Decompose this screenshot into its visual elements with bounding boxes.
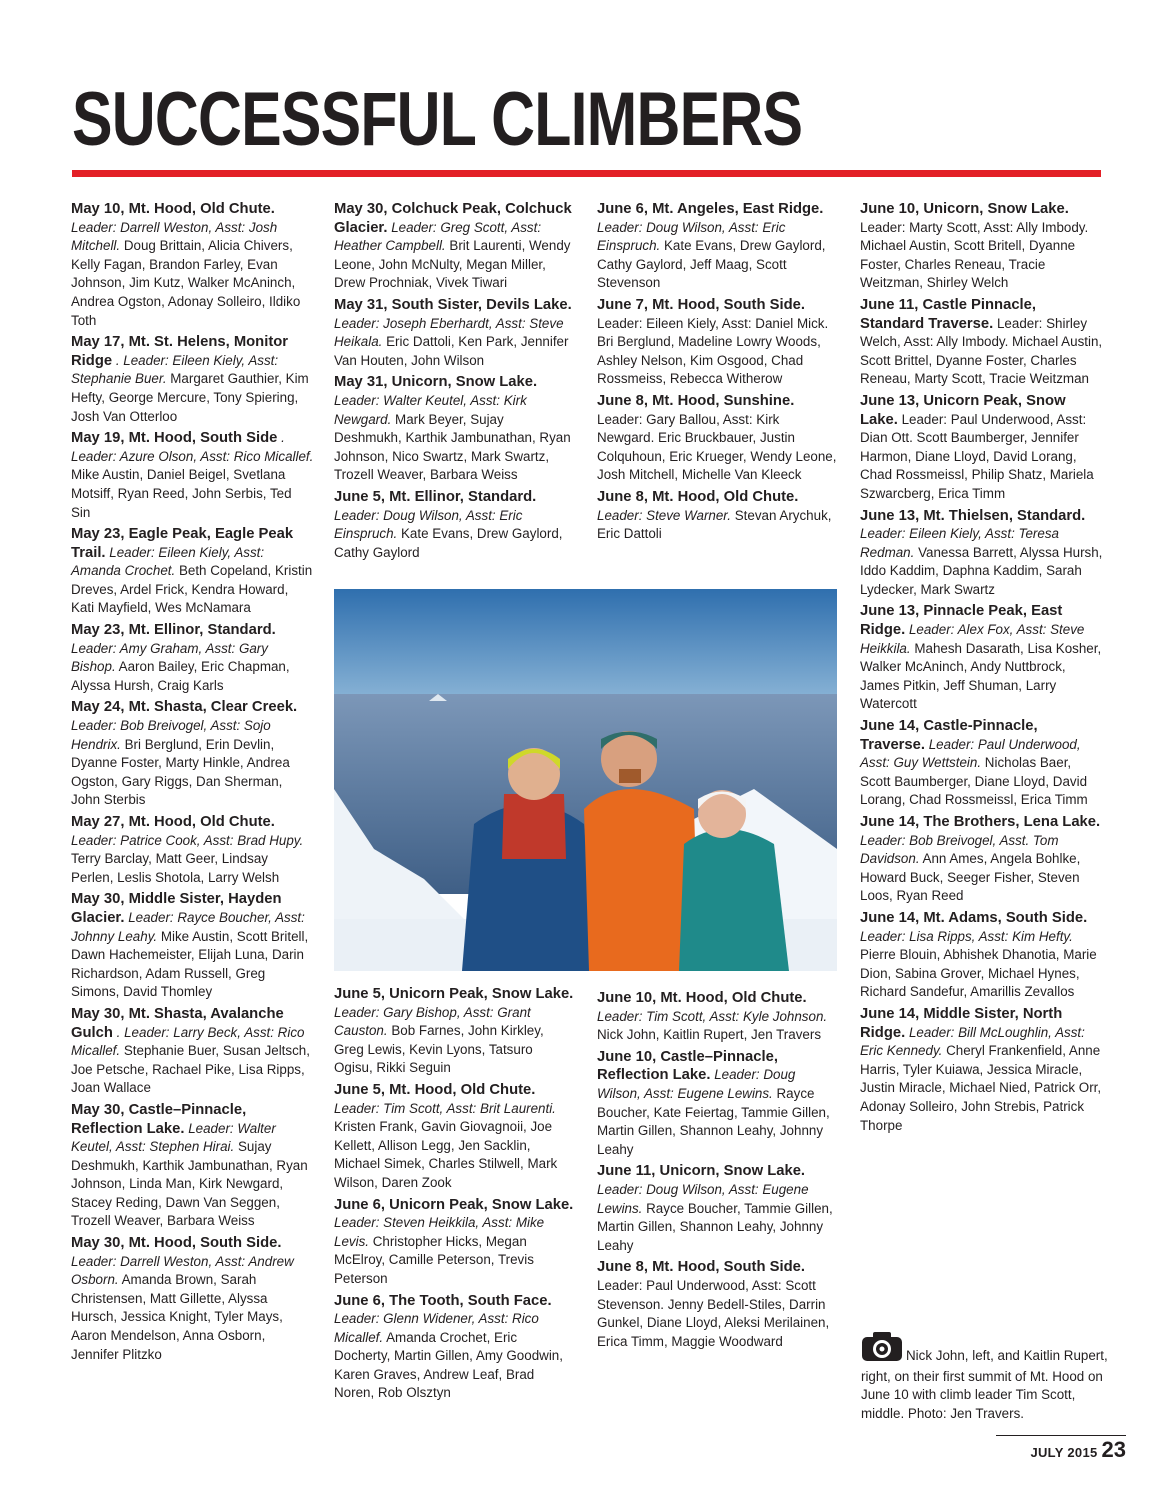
trip-members: Nick John, Kaitlin Rupert, Jen Travers [597, 1027, 822, 1043]
trip-members: Ann Ames, Angela Bohlke, Howard Buck, Seeger Fisher, Steven Loos, Ryan Reed [860, 851, 1081, 904]
trip-members: Sujay Deshmukh, Karthik Jambunathan, Ryan Johnson, Linda Man, Kirk Newgard, Stacey Reding, Dawn Van Seggen, Trozell Weaver, Barbara Weiss [71, 1139, 308, 1229]
trip-title: June 14, Castle-Pinnacle, Traverse. [860, 718, 1038, 753]
trip-title: May 27, Mt. Hood, Old Chute. [71, 814, 275, 830]
trip-leader: Leader: Doug Wilson, Asst: Eric Einspruch. [597, 219, 786, 254]
trip-members: Bri Berglund, Erin Devlin, Dyanne Foster, Marty Hinkle, Andrea Ogston, Gary Riggs, Dan Sherman, John Sterbis [71, 736, 290, 808]
column-3-lower [597, 989, 837, 1354]
trip-title: June 11, Castle Pinnacle, Standard Traverse. [860, 296, 1037, 332]
trip-title: June 14, Mt. Adams, South Side. [860, 909, 1088, 926]
trip-leader: Leader: Bill McLoughlin, Asst: Eric Kennedy. [860, 1024, 1085, 1059]
trip-entry [860, 296, 1103, 389]
trip-entry [860, 813, 1103, 906]
trip-title: June 7, Mt. Hood, South Side. [597, 296, 805, 313]
trip-title: June 11, Unicorn, Snow Lake. [597, 1163, 806, 1180]
page-number: 23 [1101, 1437, 1126, 1462]
trip-entry [860, 392, 1103, 504]
trip-title: June 5, Mt. Hood, Old Chute. [334, 1081, 536, 1098]
column-3 [597, 200, 837, 547]
trip-title: June 10, Mt. Hood, Old Chute. [597, 990, 807, 1006]
trip-entry [334, 488, 574, 562]
trip-leader: Leader: Tim Scott, Asst: Kyle Johnson. [597, 1008, 828, 1024]
trip-entry [860, 200, 1103, 293]
trip-leader: Leader: Patrice Cook, Asst: Brad Hupy. [71, 832, 304, 848]
photo-caption [861, 1330, 1111, 1423]
trip-leader: Leader: Glenn Widener, Asst: Rico Micallef. [334, 1311, 539, 1345]
trip-members: Kristen Frank, Gavin Giovagnoii, Joe Kellett, Allison Legg, Jen Sacklin, Michael Simek, Charles Stilwell, Mark Wilson, Daren Zook [334, 1119, 558, 1190]
trip-entry [71, 333, 314, 426]
trip-title: June 13, Mt. Thielsen, Standard. [860, 507, 1086, 524]
trip-leader: Leader: Greg Scott, Asst: Heather Campbell. [334, 219, 542, 254]
trip-members: Mike Austin, Daniel Beigel, Svetlana Motsiff, Ryan Reed, John Serbis, Ted Sin [71, 467, 292, 520]
trip-members: Margaret Gauthier, Kim Hefty, George Mercure, Tony Spiering, Josh Van Otterloo [71, 371, 309, 424]
trip-leader: Leader: Amy Graham, Asst: Gary Bishop. [71, 640, 268, 675]
trip-members: Aaron Bailey, Eric Chapman, Alyssa Hursh, Craig Karls [71, 659, 290, 693]
trip-members: Rayce Boucher, Tammie Gillen, Martin Gillen, Shannon Leahy, Johnny Leahy [597, 1200, 833, 1253]
trip-members: Terry Barclay, Matt Geer, Lindsay Perlen, Leslis Shotola, Larry Welsh [71, 851, 280, 885]
trip-entry [597, 1048, 837, 1160]
trip-leader: Leader: Steven Heikkila, Asst: Mike Levis. [334, 1215, 545, 1249]
trip-leader: Leader: Steve Warner. [597, 507, 731, 523]
trip-entry [71, 890, 314, 1002]
trip-members: Leader: Paul Underwood, Asst: Dian Ott. Scott Baumberger, Jennifer Harmon, Diane Lloyd, David Lorang, Chad Rossmeissl, Philip Shatz, Mariela Szwarcberg, Erica Timm [860, 411, 1094, 501]
trip-entry [334, 200, 574, 293]
trip-members: Leader: Gary Ballou, Asst: Kirk Newgard. Eric Bruckbauer, Justin Colquhoun, Eric Krueger, Wendy Leone, Josh Mitchell, Michelle Van Kleeck [597, 411, 837, 483]
trip-members: Leader: Shirley Welch, Asst: Ally Imbody. Michael Austin, Scott Brittel, Dyanne Foster, Charles Reneau, Marty Scott, Tracie Weitzman [860, 315, 1103, 387]
trip-members: Vanessa Barrett, Alyssa Hursh, Iddo Kaddim, Daphna Kaddim, Sarah Lydecker, Mark Swartz [860, 544, 1103, 597]
trip-members: Amanda Crochet, Eric Docherty, Martin Gillen, Amy Goodwin, Karen Graves, Andrew Leaf, Brad Noren, Rob Olsztyn [334, 1329, 563, 1401]
trip-members: Beth Copeland, Kristin Dreves, Ardel Frick, Kendra Howard, Kati Mayfield, Wes McNamara [71, 563, 313, 616]
trip-title: June 8, Mt. Hood, South Side. [597, 1259, 805, 1276]
title-rule [72, 170, 1101, 177]
trip-leader: Leader: Tim Scott, Asst: Brit Laurenti. [334, 1100, 556, 1116]
trip-entry [334, 985, 574, 1078]
trip-entry [334, 1196, 574, 1289]
column-1 [71, 200, 314, 1367]
trip-entry [597, 392, 837, 485]
trip-title: June 5, Mt. Ellinor, Standard. [334, 488, 537, 505]
trip-entry [860, 507, 1103, 600]
trip-leader: Leader: Doug Wilson, Asst: Eugene Lewins. [597, 1181, 809, 1216]
trip-title: May 10, Mt. Hood, Old Chute. [71, 201, 275, 217]
trip-members: Stevan Arychuk, Eric Dattoli [597, 507, 832, 542]
trip-entry [860, 717, 1103, 810]
trip-title: May 31, Unicorn, Snow Lake. [334, 374, 538, 391]
trip-title: June 13, Unicorn Peak, Snow Lake. [860, 392, 1066, 428]
column-2 [334, 200, 574, 565]
trip-entry [334, 296, 574, 370]
trip-leader: Leader: Eileen Kiely, Asst: Amanda Crochet. [71, 544, 265, 579]
trip-title: May 31, South Sister, Devils Lake. [334, 296, 572, 313]
trip-entry [71, 1234, 314, 1364]
trip-entry [860, 909, 1103, 1002]
trip-title: June 13, Pinnacle Peak, East Ridge. [860, 603, 1063, 639]
trip-leader: Leader: Gary Bishop, Asst: Grant Causton. [334, 1004, 531, 1039]
trip-members: Bob Farnes, John Kirkley, Greg Lewis, Kevin Lyons, Tatsuro Ogisu, Rikki Seguin [334, 1023, 544, 1076]
trip-leader: Leader: Bob Breivogel, Asst: Sojo Hendrix. [71, 718, 271, 752]
trip-leader: Leader: Walter Keutel, Asst: Stephen Hirai. [71, 1120, 276, 1155]
trip-title: June 6, The Tooth, South Face. [334, 1292, 552, 1309]
trip-title: June 10, Unicorn, Snow Lake. [860, 201, 1069, 217]
trip-entry [71, 1005, 314, 1098]
trip-entry [597, 1162, 837, 1255]
trip-leader: . Leader: Eileen Kiely, Asst: Stephanie Buer. [71, 352, 279, 387]
trip-entry [334, 1081, 574, 1193]
column-4 [860, 200, 1103, 1138]
trip-leader: Leader: Lisa Ripps, Asst: Kim Hefty. [860, 928, 1073, 944]
trip-title: May 23, Mt. Ellinor, Standard. [71, 622, 276, 639]
trip-members: Kate Evans, Drew Gaylord, Cathy Gaylord [334, 526, 563, 560]
trip-title: May 30, Castle–Pinnacle, Reflection Lake. [71, 1101, 247, 1137]
trip-members: Mike Austin, Scott Britell, Dawn Hachemeister, Elijah Luna, Darin Richardson, Adam Russell, Greg Simons, David Thomley [71, 928, 309, 1000]
camera-icon [861, 1330, 903, 1368]
trip-members: Mark Beyer, Sujay Deshmukh, Karthik Jambunathan, Ryan Johnson, Nico Swartz, Mark Swartz, Trozell Weaver, Barbara Weiss [334, 411, 571, 483]
trip-title: May 23, Eagle Peak, Eagle Peak Trail. [71, 526, 294, 561]
trip-leader: Leader: Walter Keutel, Asst: Kirk Newgard. [334, 392, 527, 427]
trip-title: June 5, Unicorn Peak, Snow Lake. [334, 986, 574, 1002]
trip-title: June 6, Mt. Angeles, East Ridge. [597, 201, 824, 217]
page-title: SUCCESSFUL CLIMBERS [72, 77, 803, 162]
trip-title: June 6, Unicorn Peak, Snow Lake. [334, 1196, 574, 1213]
trip-entry [71, 200, 314, 330]
trip-members: Pierre Blouin, Abhishek Dhanotia, Marie Dion, Sabina Grover, Michael Hynes, Richard Sandefur, Amarillis Zevallos [860, 947, 1097, 1000]
trip-entry [71, 1101, 314, 1231]
trip-leader: . Leader: Larry Beck, Asst: Rico Micallef. [71, 1024, 305, 1059]
footer-rule [996, 1435, 1126, 1436]
trip-entry [71, 813, 314, 887]
trip-entry [597, 200, 837, 293]
trip-entry [334, 373, 574, 485]
trip-entry [71, 525, 314, 618]
trip-members: Kate Evans, Drew Gaylord, Cathy Gaylord, Jeff Maag, Scott Stevenson [597, 238, 826, 291]
trip-entry [71, 621, 314, 695]
trip-title: June 8, Mt. Hood, Old Chute. [597, 488, 799, 505]
trip-members: Christopher Hicks, Megan McElroy, Camille Peterson, Trevis Peterson [334, 1233, 534, 1286]
trip-leader: Leader: Rayce Boucher, Asst: Johnny Leahy. [71, 909, 305, 944]
trip-title: June 14, The Brothers, Lena Lake. [860, 814, 1101, 830]
trip-leader: Leader: Darrell Weston, Asst: Andrew Osborn. [71, 1253, 294, 1288]
issue-date: JULY 2015 [1030, 1445, 1098, 1460]
trip-title: May 30, Colchuck Peak, Colchuck Glacier. [334, 201, 572, 236]
trip-leader: Leader: Doug Wilson, Asst: Eugene Lewins. [597, 1067, 796, 1101]
trip-title: May 30, Mt. Hood, South Side. [71, 1235, 282, 1252]
page-footer [1030, 1437, 1126, 1463]
trip-members: Leader: Eileen Kiely, Asst: Daniel Mick. Bri Berglund, Madeline Lowry Woods, Ashley Nelson, Kim Osgood, Chad Rossmeiss, Rebecca Witherow [597, 315, 829, 387]
trip-entry [71, 429, 314, 522]
trip-entry [597, 296, 837, 389]
trip-entry [597, 1258, 837, 1351]
trip-members: Leader: Marty Scott, Asst: Ally Imbody. Michael Austin, Scott Britell, Dyanne Foster, Charles Reneau, Tracie Weitzman, Shirley Welch [860, 219, 1089, 291]
trip-entry [860, 1005, 1103, 1135]
trip-entry [860, 602, 1103, 714]
trip-leader: Leader: Alex Fox, Asst: Steve Heikkila. [860, 622, 1085, 656]
caption-text: Nick John, left, and Kaitlin Rupert, right, on their first summit of Mt. Hood on June 10 with climb leader Tim Scott, middle. Photo: Jen Travers. [861, 1348, 1108, 1421]
trip-title: May 17, Mt. St. Helens, Monitor Ridge [71, 334, 289, 369]
trip-members: Nicholas Baer, Scott Baumberger, Diane Lloyd, David Lorang, Chad Rossmeissl, Erica Timm [860, 755, 1088, 808]
trip-members: Stephanie Buer, Susan Jeltsch, Joe Petsche, Rachael Pike, Lisa Ripps, Joan Wallace [71, 1043, 310, 1096]
trip-leader: Leader: Bob Breivogel, Asst. Tom Davidson. [860, 832, 1059, 867]
trip-leader: Leader: Eileen Kiely, Asst: Teresa Redman. [860, 526, 1059, 560]
trip-title: May 19, Mt. Hood, South Side [71, 430, 278, 447]
trip-title: May 30, Middle Sister, Hayden Glacier. [71, 891, 282, 926]
trip-members: Doug Brittain, Alicia Chivers, Kelly Fagan, Brandon Farley, Evan Johnson, Jim Kutz, Walker McAninch, Andrea Ogston, Adonay Solleiro, Ildiko Toth [71, 238, 301, 328]
trip-members: Rayce Boucher, Kate Feiertag, Tammie Gillen, Martin Gillen, Shannon Leahy, Johnny Leahy [597, 1085, 830, 1157]
trip-members: Leader: Paul Underwood, Asst: Scott Stevenson. Jenny Bedell-Stiles, Darrin Gunkel, Diane Lloyd, Aleksi Merilainen, Erica Timm, Maggie Woodward [597, 1277, 830, 1349]
trip-title: May 24, Mt. Shasta, Clear Creek. [71, 699, 298, 716]
column-2-lower [334, 985, 574, 1406]
trip-leader: Leader: Paul Underwood, Asst: Guy Wettstein. [860, 736, 1081, 771]
trip-title: May 30, Mt. Shasta, Avalanche Gulch [71, 1005, 284, 1041]
trip-leader: Leader: Darrell Weston, Asst: Josh Mitchell. [71, 219, 278, 254]
summit-photo [334, 589, 837, 971]
trip-members: Amanda Brown, Sarah Christensen, Matt Gillette, Alyssa Hursch, Jessica Knight, Tyler Mays, Aaron Mendelson, Anna Osborn, Jennifer Plitzko [71, 1272, 283, 1362]
trip-members: Mahesh Dasarath, Lisa Kosher, Walker McAninch, Andy Nuttbrock, James Pitkin, Jeff Shuman, Larry Watercott [860, 640, 1102, 712]
trip-title: June 10, Castle–Pinnacle, Reflection Lake. [597, 1048, 778, 1084]
trip-leader: . Leader: Azure Olson, Asst: Rico Micallef. [71, 430, 314, 464]
trip-entry [597, 488, 837, 544]
trip-members: Brit Laurenti, Wendy Leone, John McNulty, Megan Miller, Drew Prochniak, Vivek Tiwari [334, 238, 571, 291]
trip-title: June 8, Mt. Hood, Sunshine. [597, 392, 795, 409]
trip-entry [597, 989, 837, 1045]
trip-leader: Leader: Joseph Eberhardt, Asst: Steve Heikala. [334, 315, 564, 350]
trip-leader: Leader: Doug Wilson, Asst: Eric Einspruch. [334, 507, 523, 542]
trip-entry [71, 698, 314, 810]
trip-entry [334, 1292, 574, 1404]
trip-members: Eric Dattoli, Ken Park, Jennifer Van Houten, John Wilson [334, 334, 569, 368]
trip-title: June 14, Middle Sister, North Ridge. [860, 1005, 1063, 1041]
trip-members: Cheryl Frankenfield, Anne Harris, Tyler Kuiawa, Jessica Miracle, Justin Miracle, Michael Nied, Patrick Orr, Adonay Solleiro, John Strebis, Patrick Thorpe [860, 1043, 1102, 1133]
